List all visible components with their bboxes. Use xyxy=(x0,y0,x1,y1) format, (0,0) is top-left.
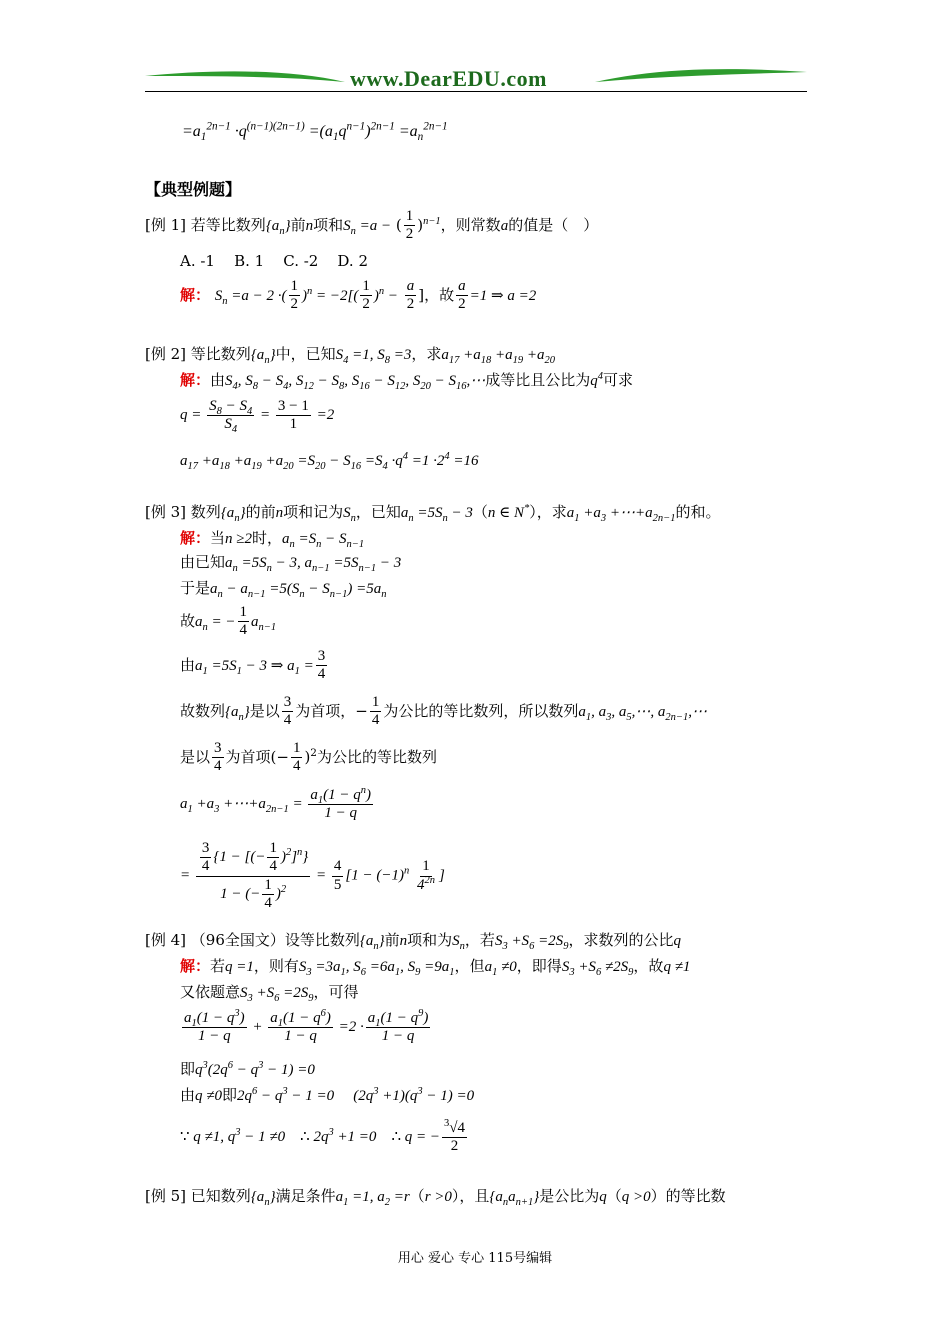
example-3-step-5: 由$a_1 =5S_1 - 3$ ⇒ $a_1$ = $\frac{3}{4}$ xyxy=(180,648,326,683)
header-rule xyxy=(145,91,807,92)
solution-label: 解： xyxy=(180,285,211,304)
example-4-equation: $\frac{a_1(1 - q^3)}{1 - q}$ + $\frac{a_1(1 - q^6)}{1 - q}$ =2 · $\frac{a_1(1 - q^9)}{1 - q}$ xyxy=(184,1008,429,1045)
example-4-label: [例 4] xyxy=(145,931,187,949)
example-1-label: [例 1] xyxy=(145,215,187,234)
example-2-question: [例 2] 等比数列$\{a_n\}$中，已知$S_4 =1$, $S_8 =3$，求$a_{17} +a_{18} +a_{19} +a_{20}$ xyxy=(145,345,555,366)
option-c: C. -2 xyxy=(283,252,319,270)
example-4-step-2: 又依题意$S_3 +S_6 =2S_9$，可得 xyxy=(180,983,359,1004)
page-footer: 用心 爱心 专心 115号编辑 xyxy=(397,1251,553,1266)
example-5-question: [例 5] 已知数列$\{a_n\}$满足条件$a_1 =1$, $a_2 =r(r >0)$，且$\{a_na_{n+1}\}$是公比为q（q >0）的等比数 xyxy=(145,1187,726,1208)
example-1-question: [例 1] 若等比数列$\{a_n\}$前n项和$S_n =a$ − ( $\frac{1}{2}$ )$^{n-1}$，则常数a的值是（ ） xyxy=(145,208,599,243)
option-b: B. 1 xyxy=(234,252,265,270)
example-4-step-1: 解：若q =1，则有$S_3 =3a_1$, $S_6 =6a_1$, $S_9 =9a_1$，但$a_1 \ne 0$，即得$S_3 +S_6 \ne 2S_9$，故q ≠1 xyxy=(180,957,691,978)
example-5-label: [例 5] xyxy=(145,1187,187,1205)
example-3-step-6: 故数列$\{a_n\}$是以 $\frac{3}{4}$ 为首项，− $\frac{1}{4}$ 为公比的等比数列，所以数列$a_1$, $a_3$, $a_5,\cdots$, $a_{2n-1},\cdots$ xyxy=(180,694,707,729)
example-2-ratio: q = $\frac{S_8 - S_4}{S_4}$ = $\frac{3 - 1}{1}$ =2 xyxy=(180,398,335,436)
example-3-step-2: 由已知$a_n =5S_n - 3$, $a_{n-1} =5S_{n-1} - 3$ xyxy=(180,553,402,574)
example-3-sum-formula: $a_1 +a_3$ $+\cdots+a_{2n-1}$ = $\frac{a_1(1 - q^n)}{1 - q}$ xyxy=(180,785,371,822)
example-3-step-4: 故$a_n$ = − $\frac{1}{4}$ $a_{n-1}$ xyxy=(180,604,277,639)
example-4-step-3: 即$q^3(2q^6 - q^3 - 1) =0$ xyxy=(180,1060,315,1078)
section-title: 【典型例题】 xyxy=(145,180,242,199)
example-3-label: [例 3] xyxy=(145,503,187,521)
site-name: www.DearEDU.com xyxy=(350,66,547,91)
example-3-step-1: 解：当n ≥2时，$a_n =S_n - S_{n-1}$ xyxy=(180,529,365,550)
solution-label: 解： xyxy=(180,371,211,389)
example-1-options xyxy=(180,252,368,270)
example-3-question: [例 3] 数列$\{a_n\}$的前n项和记为$S_n$，已知$a_n =5S_n - 3(n$ ∈ N*），求$a_1 +a_3$ $+\cdots+a_{2n-1}$的和。 xyxy=(145,503,721,524)
option-d: D. 2 xyxy=(337,252,368,270)
example-3-sum-result: = $\frac{3}{4}$ {1 − [(− $\frac{1}{4}$ )$^2$]$^n$} 1 − (− $\frac{1}{4}$ )$^2$ = $\frac{4}{5}$ [$1 - (-1)^n$ $\frac{1}{4^{2n}}$ ] xyxy=(180,840,445,911)
solution-label: 解： xyxy=(180,529,211,547)
example-2-solution: 解：由$S_4$, $S_8 - S_4$, $S_{12} - S_8$, $S_{16} - S_{12}$, $S_{20}$ − $S_{16},\cdots$成等比且公比为$q^4$可求 xyxy=(180,371,634,392)
page-header xyxy=(145,64,807,92)
example-2-label: [例 2] xyxy=(145,345,187,363)
solution-label: 解： xyxy=(180,957,211,975)
option-a: A. -1 xyxy=(180,252,215,270)
example-3-step-7: 是以 $\frac{3}{4}$ 为首项(− $\frac{1}{4}$ )$^2$为公比的等比数列 xyxy=(180,740,437,775)
example-4-step-4: 由q ≠0即$2q^6 - q^3 - 1 =0$ $(2q^3 +1)(q^3 - 1) =0$ xyxy=(180,1086,475,1104)
example-1-solution: 解： $S_n =a - 2$ ·( $\frac{1}{2}$ )$^n$ = −2[( $\frac{1}{2}$ )$^n$ − $\frac{a}{2}$ ]，故 $\frac{a}{2}$ =1 ⇒ a =2 xyxy=(180,278,537,313)
example-4-answer: ∵ q ≠1, $q^3 - 1 \ne 0$ ∴ $2q^3 +1 =0$ ∴ q = − $\frac{^3√4}{2}$ xyxy=(180,1118,465,1155)
example-4-question: [例 4] （96全国文）设等比数列$\{a_n\}$前n项和为$S_n$，若$S_3 +S_6 =2S_9$，求数列的公比q xyxy=(145,931,681,952)
formula-top: $=a_1^{2n-1} \cdot q^{(n-1)(2n-1)} =(a_1q^{n-1})^{2n-1} =a_n^{2n-1}$ xyxy=(182,120,448,144)
example-3-step-3: 于是$a_n - a_{n-1} =5(S_n - S_{n-1}) =5a_n$ xyxy=(180,579,387,600)
example-2-answer: $a_{17} +a_{18} +a_{19} +a_{20} =S_{20} - S_{16} =S_4 \cdot q^4 =1 \cdot 2^4 =16$ xyxy=(180,451,479,472)
